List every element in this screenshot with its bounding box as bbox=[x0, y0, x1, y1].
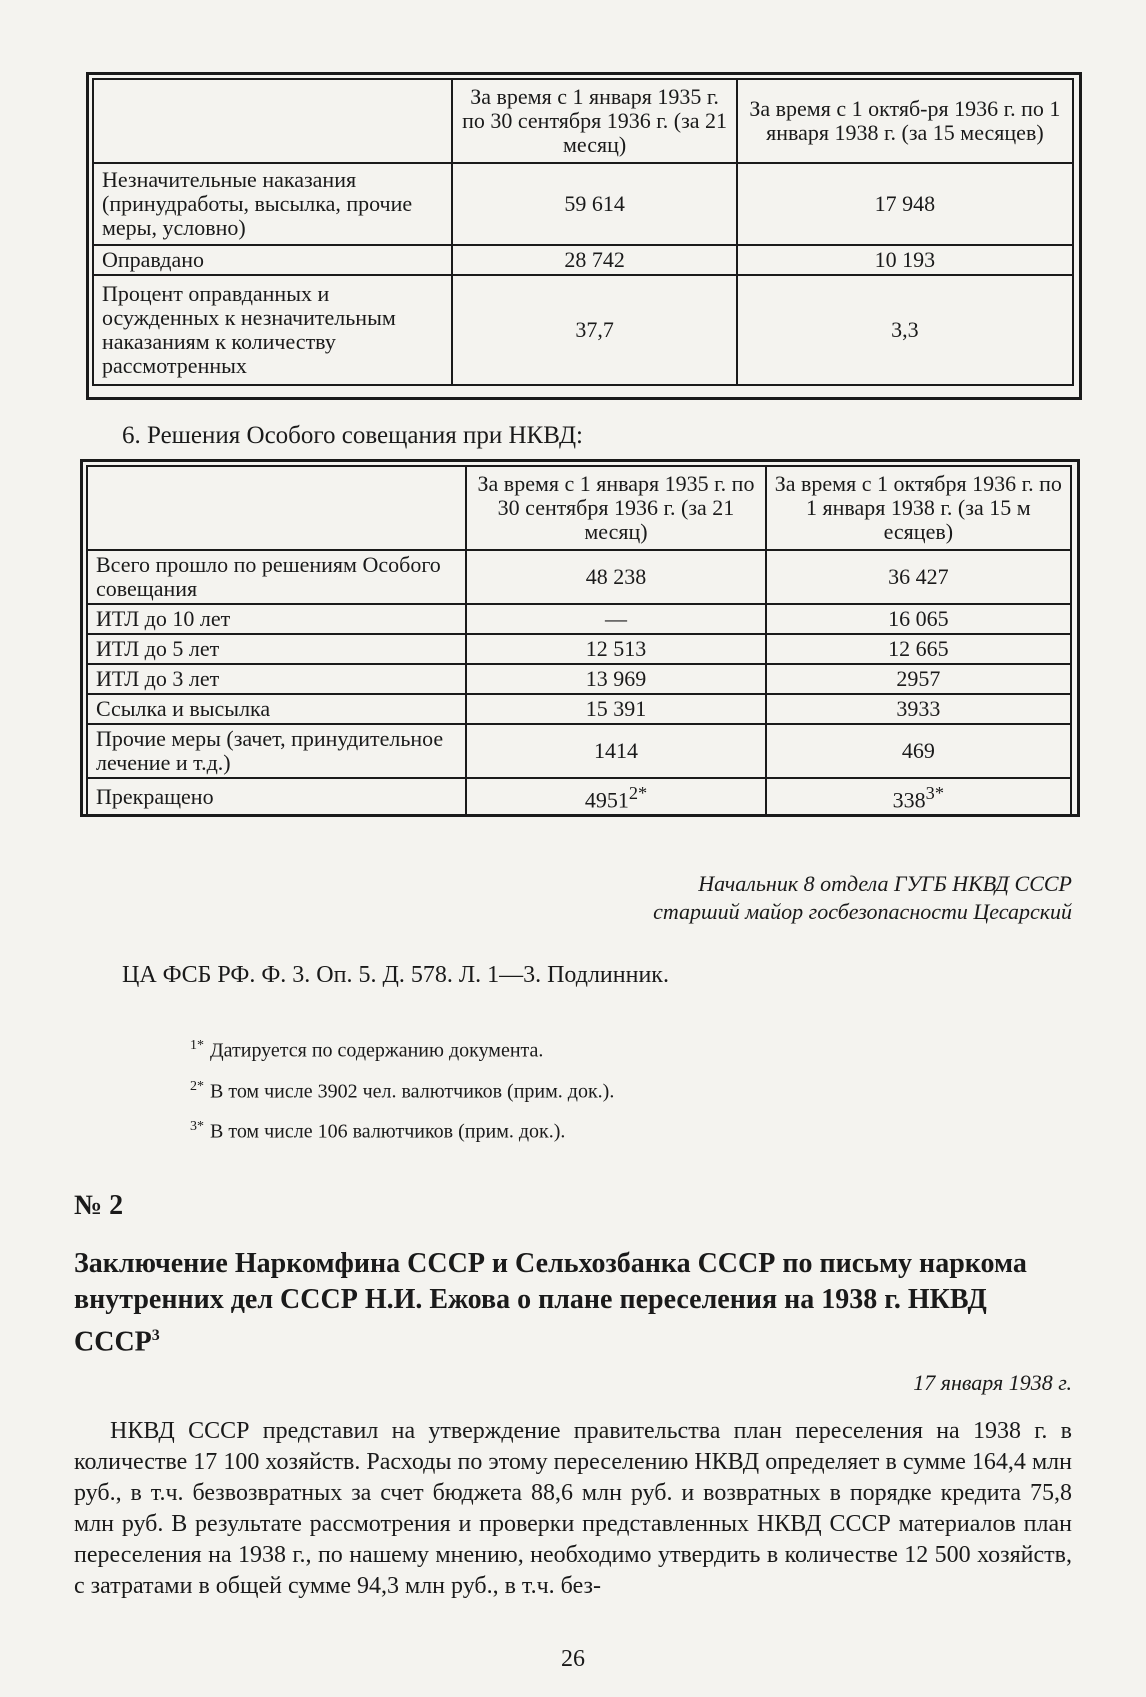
table-row bbox=[87, 664, 1071, 694]
footnote-text: В том числе 3902 чел. валютчиков (прим. док.). bbox=[210, 1080, 615, 1103]
footnote-mark: 2* bbox=[190, 1078, 204, 1094]
page-number: 26 bbox=[561, 1646, 585, 1672]
body-paragraph: НКВД СССР представил на утверждение правительства план переселения на 1938 г. в количестве 17 100 хозяйств. Расходы по этому переселению НКВД определяет в сумме 164,4 млн руб., в т.ч. безвозвратных за счет бюджета 88,6 млн руб. и возвратных в порядке кредита 75,8 млн руб. В результате рассмотрения и проверки представленных НКВД СССР материалов план переселения на 1938 г., по нашему мнению, необходимо утвердить в количестве 12 500 хозяйств, с затратами в общей сумме 94,3 млн руб., в т.ч. без- bbox=[74, 1418, 1072, 1599]
footnotes bbox=[190, 1028, 614, 1150]
row-value-period1: 12 513 bbox=[466, 634, 765, 664]
footnote-mark: 3 bbox=[151, 1327, 160, 1344]
header-cell-period1: За время с 1 января 1935 г. по 30 сентября 1936 г. (за 21 месяц) bbox=[466, 466, 765, 550]
document-title bbox=[74, 1246, 1074, 1360]
table-row bbox=[87, 550, 1071, 604]
row-value-period2: 17 948 bbox=[737, 163, 1073, 245]
table-row bbox=[93, 163, 1073, 245]
row-value-period1: 1414 bbox=[466, 724, 765, 778]
header-cell-period1: За время с 1 января 1935 г. по 30 сентября 1936 г. (за 21 месяц) bbox=[452, 79, 736, 163]
signature-position: Начальник 8 отдела ГУГБ НКВД СССР bbox=[698, 871, 1072, 896]
row-value-period2: 3933 bbox=[766, 694, 1071, 724]
row-value-period2: 3,3 bbox=[737, 275, 1073, 385]
section-6-title: 6. Решения Особого совещания при НКВД: bbox=[122, 422, 583, 449]
table-row bbox=[93, 275, 1073, 385]
row-value-period1: 28 742 bbox=[452, 245, 736, 275]
table-special-council bbox=[86, 465, 1072, 816]
signature-block bbox=[512, 870, 1072, 926]
row-value-period1: 13 969 bbox=[466, 664, 765, 694]
row-label: Прочие меры (зачет, принудительное лечение и т.д.) bbox=[87, 724, 466, 778]
row-label: Незначительные наказания (принудработы, высылка, прочие меры, условно) bbox=[93, 163, 452, 245]
row-value-period1: 37,7 bbox=[452, 275, 736, 385]
row-value-period2: 12 665 bbox=[766, 634, 1071, 664]
footnote-mark: 2* bbox=[628, 783, 648, 803]
value: 4951 bbox=[584, 787, 629, 813]
row-label: Всего прошло по решениям Особого совещания bbox=[87, 550, 466, 604]
footnote-text: В том числе 106 валютчиков (прим. док.). bbox=[210, 1120, 566, 1143]
footnote bbox=[190, 1109, 614, 1150]
table-row bbox=[93, 245, 1073, 275]
row-label: Прекращено bbox=[87, 778, 466, 815]
signature-name: старший майор госбезопасности Цесарский bbox=[653, 899, 1072, 924]
row-label: ИТЛ до 5 лет bbox=[87, 634, 466, 664]
table-row bbox=[87, 604, 1071, 634]
row-value-period2: 2957 bbox=[766, 664, 1071, 694]
row-label: Ссылка и высылка bbox=[87, 694, 466, 724]
document-date: 17 января 1938 г. bbox=[913, 1370, 1072, 1395]
archive-reference: ЦА ФСБ РФ. Ф. 3. Оп. 5. Д. 578. Л. 1—3. Подлинник. bbox=[122, 962, 669, 988]
row-value-period1 bbox=[466, 778, 765, 815]
header-cell-empty bbox=[93, 79, 452, 163]
table-header-row bbox=[93, 79, 1073, 163]
table-row bbox=[87, 724, 1071, 778]
table-header-row bbox=[87, 466, 1071, 550]
footnote-text: Датируется по содержанию документа. bbox=[210, 1039, 544, 1062]
row-value-period1: — bbox=[466, 604, 765, 634]
row-label: Процент оправданных и осужденных к незначительным наказаниям к количеству рассмотренных bbox=[93, 275, 452, 385]
row-value-period1: 48 238 bbox=[466, 550, 765, 604]
value: 338 bbox=[892, 787, 926, 813]
table-court-outcomes bbox=[92, 78, 1074, 386]
footnote-mark: 1* bbox=[190, 1038, 204, 1053]
table-row bbox=[87, 634, 1071, 664]
row-value-period2 bbox=[766, 778, 1071, 815]
header-cell-period2: За время с 1 октября 1936 г. по 1 января 1938 г. (за 15 м есяцев) bbox=[766, 466, 1071, 550]
document-number: № 2 bbox=[74, 1190, 124, 1221]
table-row bbox=[87, 694, 1071, 724]
row-value-period2: 469 bbox=[766, 724, 1071, 778]
footnote bbox=[190, 1069, 614, 1110]
footnote-mark: 3* bbox=[190, 1119, 204, 1135]
header-cell-empty bbox=[87, 466, 466, 550]
footnote bbox=[190, 1028, 614, 1069]
row-value-period1: 59 614 bbox=[452, 163, 736, 245]
row-label: ИТЛ до 10 лет bbox=[87, 604, 466, 634]
row-value-period1: 15 391 bbox=[466, 694, 765, 724]
row-value-period2: 16 065 bbox=[766, 604, 1071, 634]
table-row bbox=[87, 778, 1071, 815]
row-value-period2: 36 427 bbox=[766, 550, 1071, 604]
row-label: Оправдано bbox=[93, 245, 452, 275]
header-cell-period2: За время с 1 октяб-ря 1936 г. по 1 января 1938 г. (за 15 месяцев) bbox=[737, 79, 1073, 163]
document-title-text: Заключение Наркомфина СССР и Сельхозбанка СССР по письму наркома внутренних дел СССР Н.И. Ежова о плане переселения на 1938 г. НКВД СССР bbox=[74, 1248, 1027, 1358]
row-label: ИТЛ до 3 лет bbox=[87, 664, 466, 694]
footnote-mark: 3* bbox=[925, 783, 944, 803]
row-value-period2: 10 193 bbox=[737, 245, 1073, 275]
